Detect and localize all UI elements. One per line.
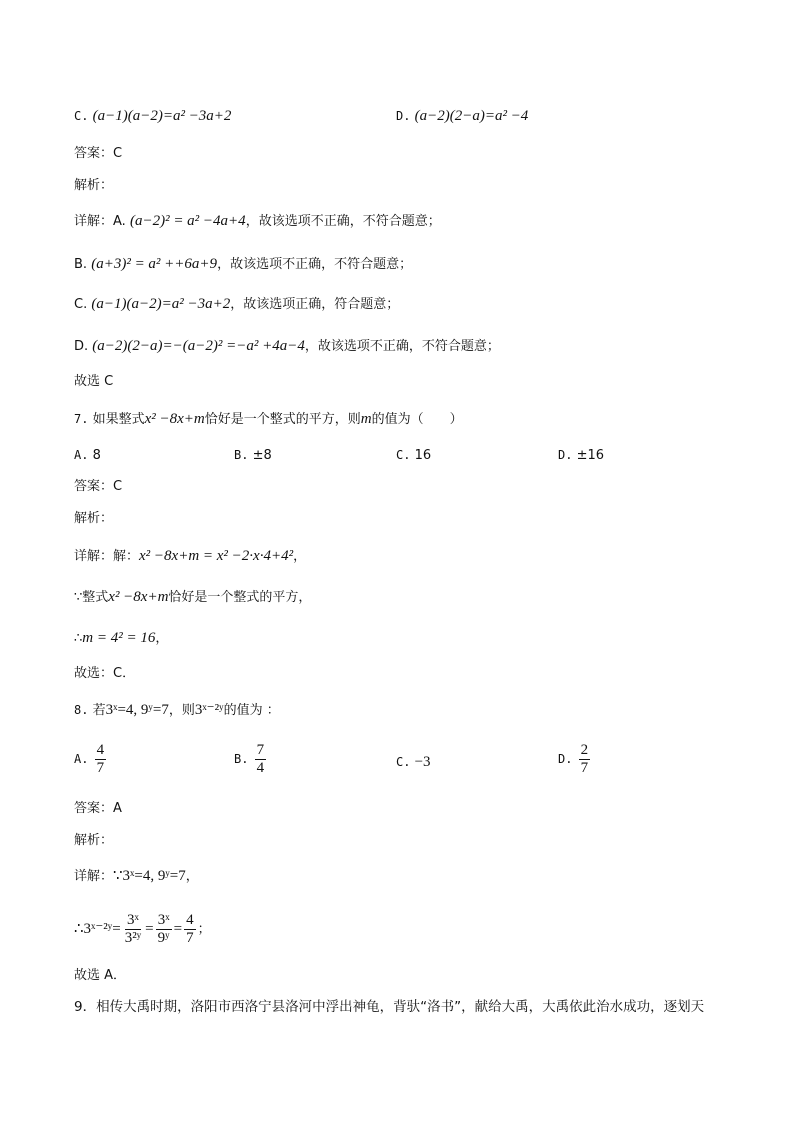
q7-option-b: B. ±8: [234, 448, 272, 463]
q7-answer: 答案：C: [74, 479, 123, 494]
q8-option-b-fraction: $\frac{7}{4}$: [256, 742, 265, 776]
q7-option-d: D. ±16: [558, 448, 605, 463]
q8-option-a-fraction: $\frac{4}{7}$: [96, 742, 105, 776]
q8-answer: 答案：A: [74, 801, 122, 816]
q8-stem: 8. 若3ˣ=4, 9ʸ=7，则3ˣ⁻²ʸ的值为 ：: [74, 702, 280, 718]
q6-analysis-title: 解析：: [74, 178, 114, 193]
q8-option-c: C. −3: [396, 754, 431, 770]
q7-option-a: A. 8: [74, 448, 101, 463]
q8-option-d: D. $\frac{2}{7}$: [558, 742, 589, 776]
q8-detail-2: ∴3ˣ⁻²ʸ= $\frac{\text{3ˣ}}{\text{3²ʸ}}$ = $\frac{\text{3ˣ}}{\text{9ʸ}}$ = $\frac{4}{7}$ ；: [74, 912, 211, 946]
q8-option-d-fraction: $\frac{2}{7}$: [580, 742, 589, 776]
q7-option-c: C. 16: [396, 448, 432, 463]
q6-detail-c: C. (a−1)(a−2)=a² −3a+2，故该选项正确，符合题意；: [74, 296, 400, 312]
q7-detail-3: ∴m = 4² = 16，: [74, 630, 169, 646]
q6-detail-a: 详解：A. (a−2)² = a² −4a+4，故该选项不正确，不符合题意；: [74, 213, 441, 229]
q8-conclusion: 故选 A．: [74, 968, 127, 983]
q7-detail-2: ∵整式x² −8x+m恰好是一个整式的平方，: [74, 589, 312, 605]
q8-detail-fraction-1: $\frac{\text{3ˣ}}{\text{3²ʸ}}$: [124, 912, 142, 946]
q6-option-d: D. (a−2)(2−a)=a² −4: [396, 108, 529, 124]
q9-stem: 9．相传大禹时期，洛阳市西洛宁县洛河中浮出神龟，背驮“洛书”，献给大禹，大禹依此治水成功，逐划天: [74, 999, 705, 1015]
q6-option-c: C. (a−1)(a−2)=a² −3a+2: [74, 108, 232, 124]
q8-detail-fraction-2: $\frac{\text{3ˣ}}{\text{9ʸ}}$: [157, 912, 170, 946]
q7-detail-1: 详解：解：x² −8x+m = x² −2·x·4+4²，: [74, 548, 307, 564]
q8-option-a: A. $\frac{4}{7}$: [74, 742, 105, 776]
q6-detail-b: B. (a+3)² = a² ++6a+9，故该选项不正确，不符合题意；: [74, 256, 413, 272]
q8-detail-1: 详解：∵3ˣ=4, 9ʸ=7，: [74, 868, 199, 884]
q8-detail-fraction-3: $\frac{4}{7}$: [186, 912, 194, 946]
q8-option-b: B. $\frac{7}{4}$: [234, 742, 265, 776]
q8-analysis-title: 解析：: [74, 833, 114, 848]
q7-stem: 7. 如果整式x² −8x+m恰好是一个整式的平方，则m的值为（ ）: [74, 411, 463, 427]
q6-detail-d: D. (a−2)(2−a)=−(a−2)² =−a² +4a−4，故该选项不正确，不符合题意；: [74, 338, 500, 354]
q6-conclusion: 故选 C: [74, 374, 114, 389]
q6-answer: 答案：C: [74, 146, 123, 161]
q7-analysis-title: 解析：: [74, 511, 114, 526]
q7-conclusion: 故选：C．: [74, 666, 136, 681]
